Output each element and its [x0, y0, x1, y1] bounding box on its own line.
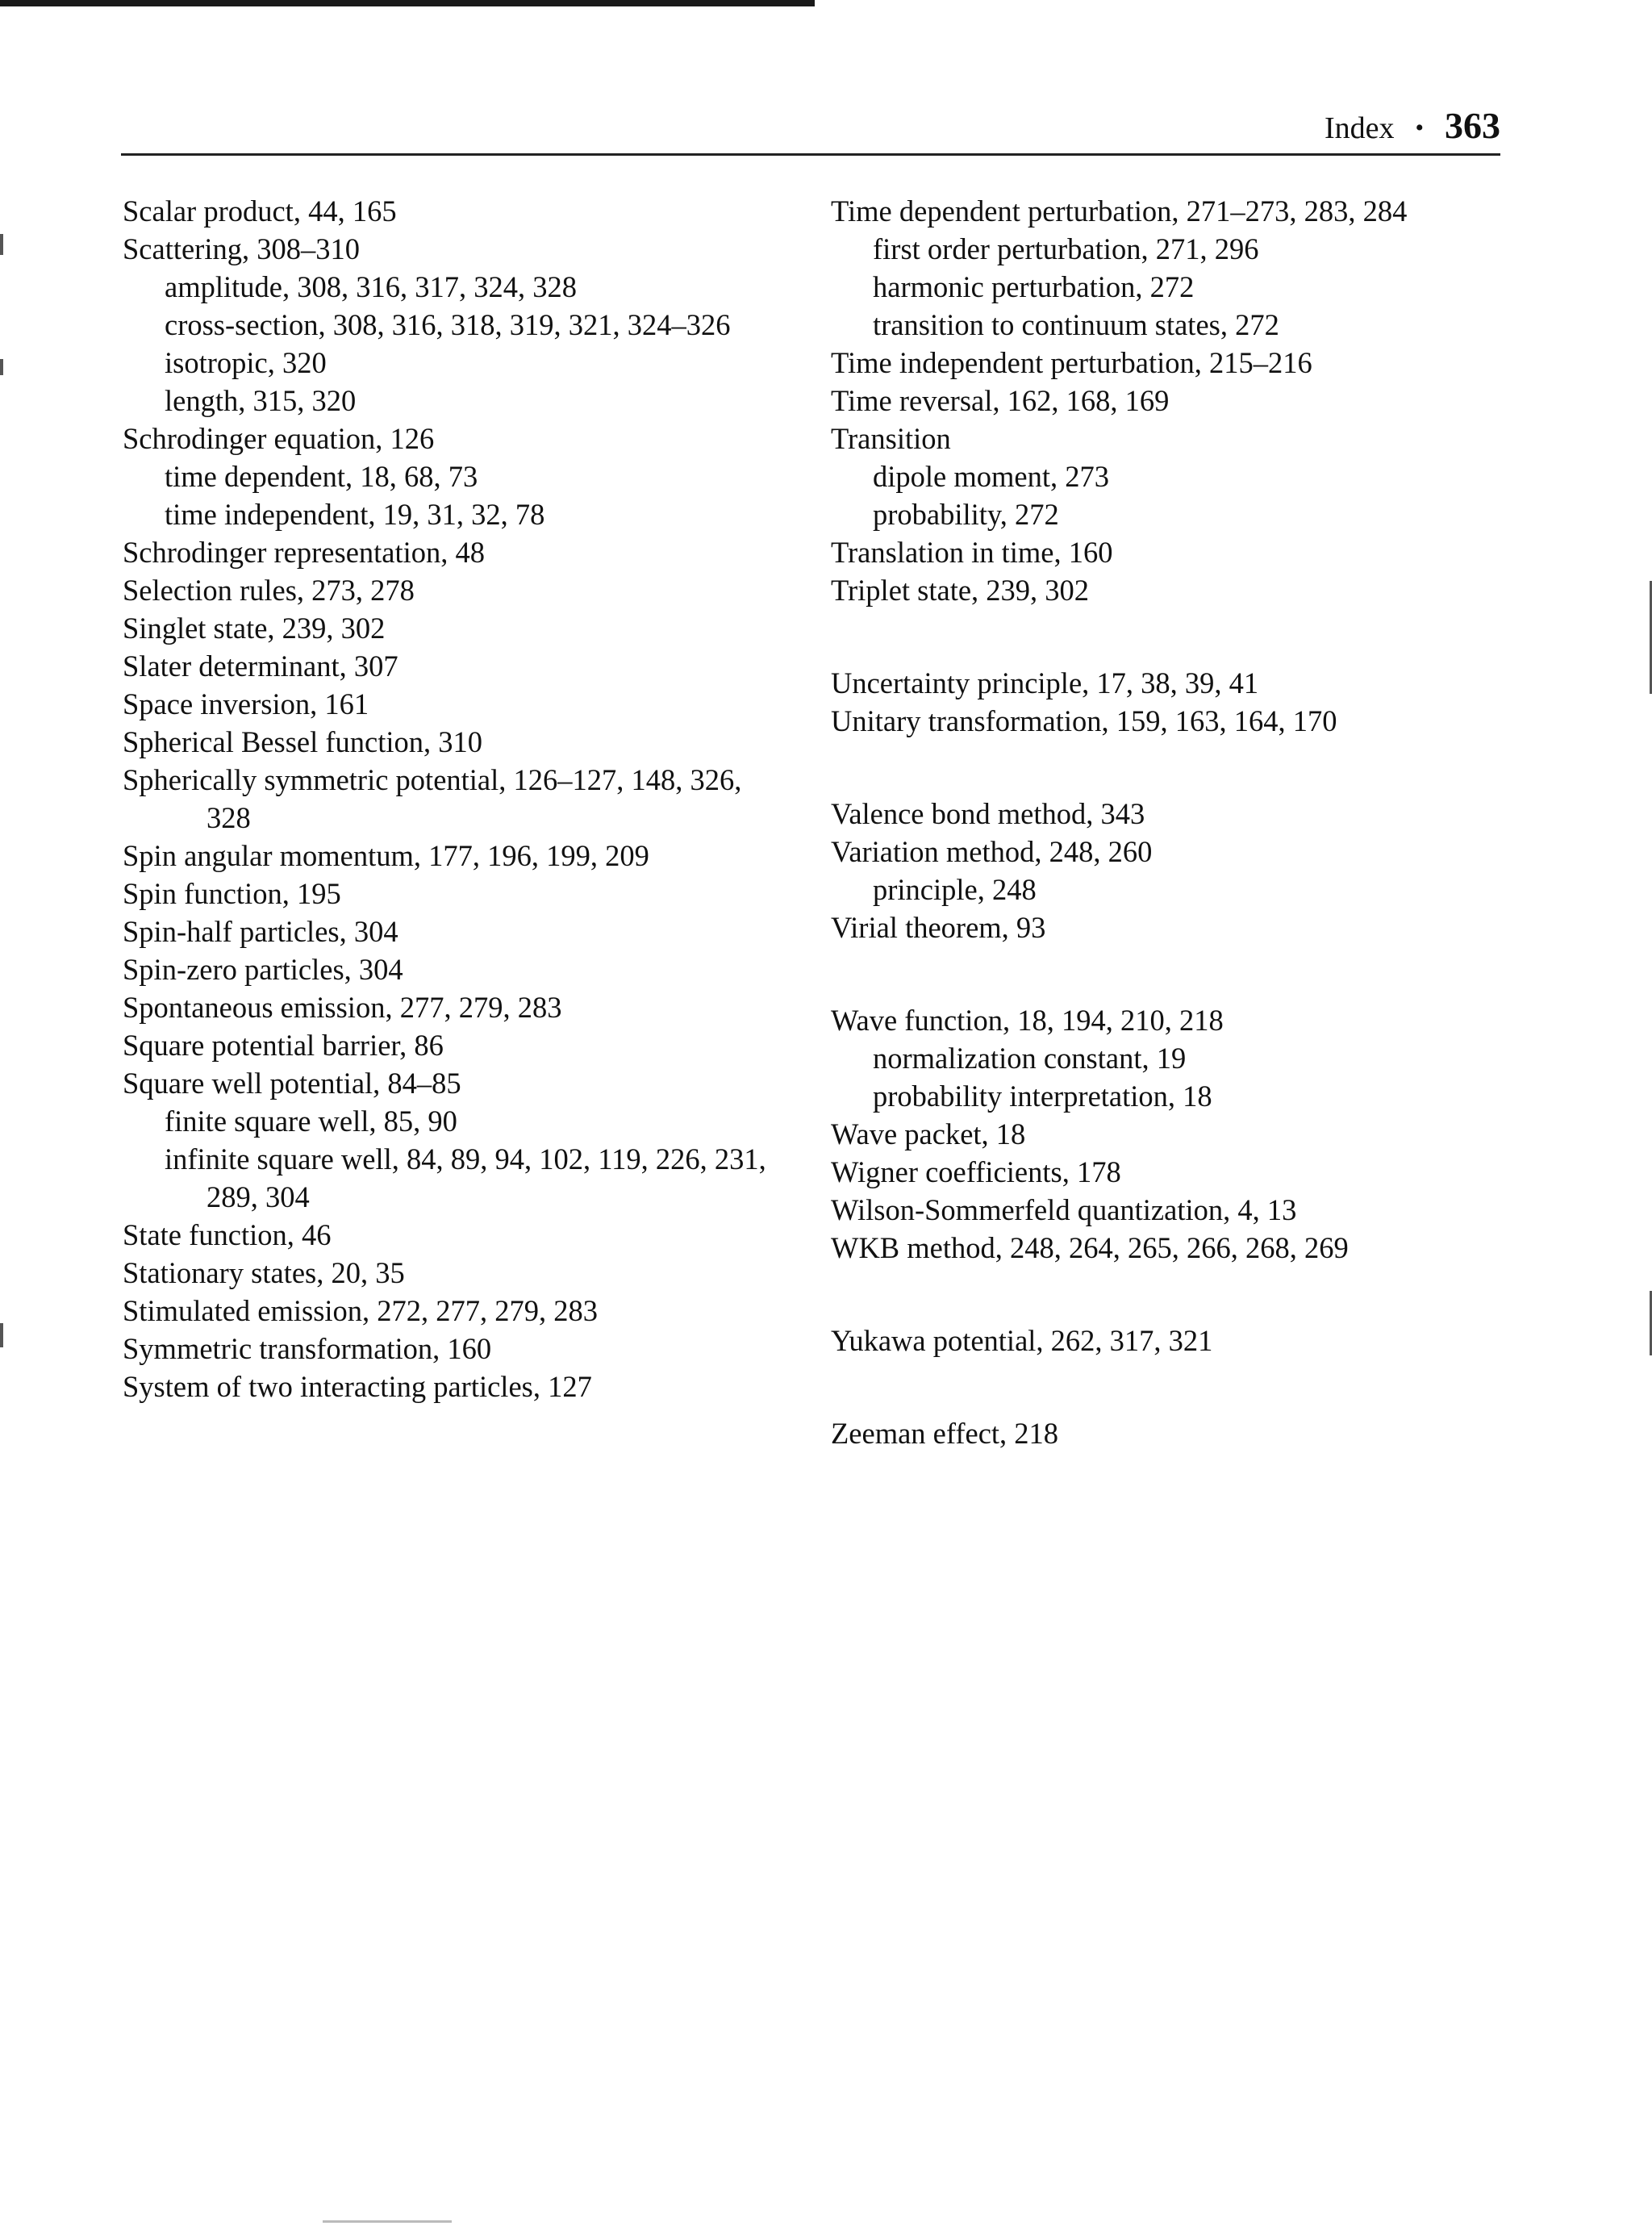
- index-entry: Selection rules, 273, 278: [123, 574, 415, 607]
- letter-group-gap: [831, 946, 1508, 1001]
- page-number: 363: [1445, 105, 1500, 146]
- index-entry: Space inversion, 161: [123, 687, 369, 720]
- index-subentry: probability, 272: [873, 498, 1059, 531]
- running-header: [121, 103, 1500, 153]
- index-entry: Slater determinant, 307: [123, 649, 398, 683]
- index-entry: WKB method, 248, 264, 265, 266, 268, 269: [831, 1231, 1349, 1264]
- index-entry: Spherical Bessel function, 310: [123, 725, 483, 758]
- index-entry: Stationary states, 20, 35: [123, 1256, 405, 1289]
- index-entry: Triplet state, 239, 302: [831, 574, 1090, 607]
- scan-left-mark: [0, 359, 3, 375]
- index-subentry: first order perturbation, 271, 296: [873, 232, 1259, 265]
- index-entry: Time independent perturbation, 215–216: [831, 346, 1312, 379]
- index-entry: Variation method, 248, 260: [831, 835, 1153, 868]
- scan-left-mark: [0, 1323, 3, 1347]
- header-group: [1325, 104, 1500, 147]
- index-subentry: harmonic perturbation, 272: [873, 270, 1195, 303]
- index-subentry: time independent, 19, 31, 32, 78: [165, 498, 545, 531]
- index-entry: Wave packet, 18: [831, 1117, 1026, 1150]
- index-entry: Zeeman effect, 218: [831, 1417, 1059, 1450]
- index-subentry: infinite square well, 84, 89, 94, 102, 119, 226, 231,: [165, 1142, 766, 1176]
- scan-left-mark: [0, 234, 3, 255]
- index-entry: System of two interacting particles, 127: [123, 1370, 592, 1403]
- index-entry: Spontaneous emission, 277, 279, 283: [123, 991, 562, 1024]
- index-subentry: isotropic, 320: [165, 346, 327, 379]
- index-column-left: [123, 192, 808, 1405]
- header-bullet: •: [1415, 115, 1424, 141]
- index-entry: Transition: [831, 422, 951, 455]
- index-entry: Spin-half particles, 304: [123, 915, 398, 948]
- index-subentry: principle, 248: [873, 873, 1037, 906]
- index-entry: Spin angular momentum, 177, 196, 199, 209: [123, 839, 649, 872]
- index-entry: Virial theorem, 93: [831, 911, 1046, 944]
- scan-footer-mark: [323, 2220, 452, 2223]
- index-entry: Square well potential, 84–85: [123, 1067, 461, 1100]
- index-subentry: amplitude, 308, 316, 317, 324, 328: [165, 270, 577, 303]
- index-entry: Square potential barrier, 86: [123, 1029, 444, 1062]
- letter-group-gap: [831, 1359, 1508, 1414]
- header-rule: [121, 153, 1500, 156]
- index-subentry: time dependent, 18, 68, 73: [165, 460, 478, 493]
- index-entry: Time reversal, 162, 168, 169: [831, 384, 1170, 417]
- index-entry: Stimulated emission, 272, 277, 279, 283: [123, 1294, 599, 1327]
- index-entry: Wigner coefficients, 178: [831, 1155, 1121, 1188]
- index-entry: Translation in time, 160: [831, 536, 1113, 569]
- index-entry: Time dependent perturbation, 271–273, 283, 284: [831, 194, 1408, 228]
- header-label: Index: [1324, 111, 1395, 145]
- letter-group-gap: [831, 740, 1508, 795]
- index-entry: Yukawa potential, 262, 317, 321: [831, 1324, 1213, 1357]
- index-entry-continuation: 289, 304: [206, 1180, 310, 1213]
- index-subentry: transition to continuum states, 272: [873, 308, 1279, 341]
- index-entry: Symmetric transformation, 160: [123, 1332, 492, 1365]
- index-entry: Uncertainty principle, 17, 38, 39, 41: [831, 666, 1259, 699]
- letter-group-gap: [831, 1267, 1508, 1322]
- index-entry: Scattering, 308–310: [123, 232, 360, 265]
- index-entry: Spin function, 195: [123, 877, 341, 910]
- index-entry: State function, 46: [123, 1218, 332, 1251]
- index-entry: Spin-zero particles, 304: [123, 953, 403, 986]
- index-entry: Spherically symmetric potential, 126–127, 148, 326,: [123, 763, 742, 796]
- index-subentry: probability interpretation, 18: [873, 1080, 1212, 1113]
- index-entry: Unitary transformation, 159, 163, 164, 170: [831, 704, 1337, 737]
- index-entry-continuation: 328: [206, 801, 251, 834]
- scan-top-edge: [0, 0, 815, 6]
- index-entry: Singlet state, 239, 302: [123, 612, 386, 645]
- index-subentry: length, 315, 320: [165, 384, 357, 417]
- index-subentry: normalization constant, 19: [873, 1042, 1187, 1075]
- index-subentry: cross-section, 308, 316, 318, 319, 321, 324–326: [165, 308, 731, 341]
- index-entry: Valence bond method, 343: [831, 797, 1145, 830]
- index-entry: Wave function, 18, 194, 210, 218: [831, 1004, 1224, 1037]
- index-entry: Wilson-Sommerfeld quantization, 4, 13: [831, 1193, 1297, 1226]
- index-subentry: finite square well, 85, 90: [165, 1105, 457, 1138]
- index-column-right: [831, 192, 1508, 1452]
- index-entry: Schrodinger representation, 48: [123, 536, 486, 569]
- index-subentry: dipole moment, 273: [873, 460, 1109, 493]
- index-entry: Schrodinger equation, 126: [123, 422, 435, 455]
- index-entry: Scalar product, 44, 165: [123, 194, 397, 228]
- letter-group-gap: [831, 609, 1508, 664]
